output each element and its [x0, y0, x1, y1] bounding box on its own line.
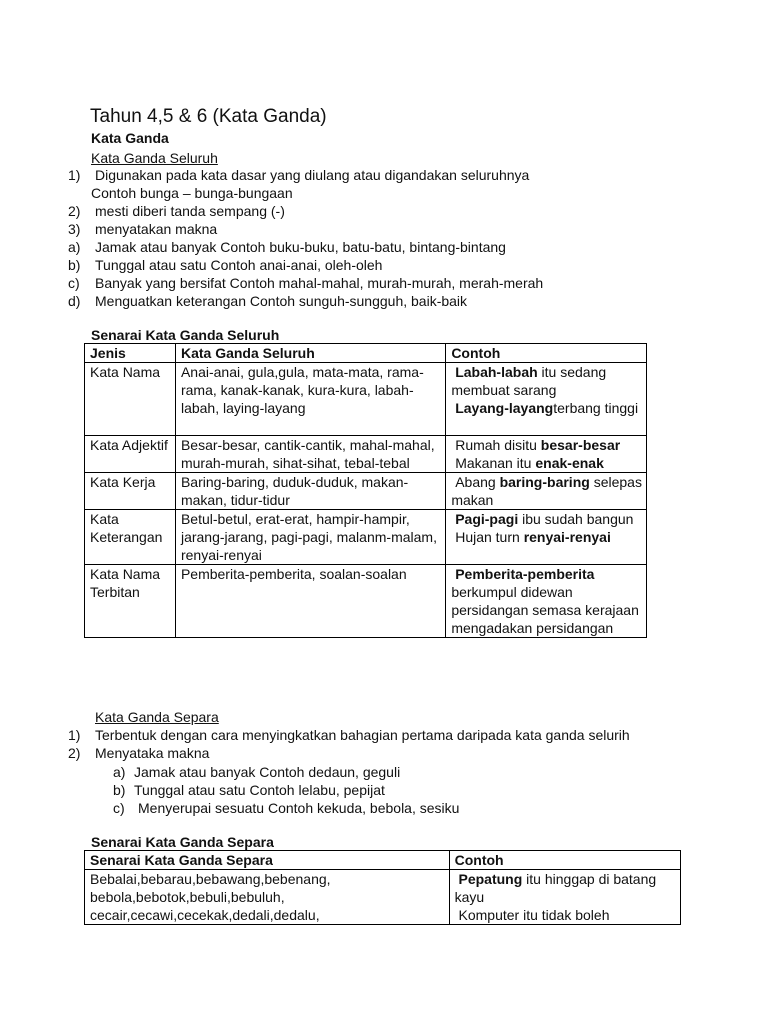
example-word: enak-enak — [535, 455, 604, 471]
contoh-cell — [449, 870, 680, 925]
example-text: Rumah disitu — [455, 437, 541, 453]
list-text: Tunggal atau satu Contoh anai-anai, oleh-oleh — [95, 257, 383, 273]
subheading-separa: Kata Ganda Separa — [95, 709, 219, 725]
list-item — [113, 763, 713, 781]
list-item — [113, 781, 713, 799]
list-item — [68, 238, 748, 256]
list-text: Jamak atau banyak Contoh buku-buku, batu-batu, bintang-bintang — [95, 239, 506, 255]
subheading-seluruh: Kata Ganda Seluruh — [91, 150, 218, 166]
table-row — [85, 363, 647, 436]
list-item — [68, 202, 748, 220]
table-row — [85, 870, 681, 925]
table-caption: Senarai Kata Ganda Seluruh — [91, 327, 280, 343]
column-header: Kata Ganda Seluruh — [175, 344, 445, 363]
list-marker: b) — [113, 782, 126, 798]
list-text: Banyak yang bersifat Contoh mahal-mahal, murah-murah, merah-merah — [95, 275, 544, 291]
example-text: Komputer itu tidak boleh — [458, 907, 610, 923]
example-word: Layang-layang — [455, 400, 554, 416]
example-text: ibu sudah bangun — [518, 511, 634, 527]
kata-ganda-seluruh-table — [84, 343, 647, 638]
list-marker: d) — [68, 293, 81, 309]
list-marker: 3) — [68, 221, 81, 237]
example-word: Pemberita-pemberita — [455, 566, 595, 582]
list-marker: c) — [68, 275, 80, 291]
list-text: Menyerupai sesuatu Contoh kekuda, bebola, sesiku — [138, 800, 460, 816]
jenis-cell: Kata Keterangan — [85, 510, 176, 565]
jenis-cell: Kata Kerja — [85, 473, 176, 510]
table-row — [85, 473, 647, 510]
jenis-cell: Kata Nama Terbitan — [85, 565, 176, 638]
example-word: renyai-renyai — [523, 529, 611, 545]
kata-ganda-cell: Baring-baring, duduk-duduk, makan-makan, tidur-tidur — [175, 473, 445, 510]
example-text: itu hinggap di batang kayu — [454, 871, 657, 905]
example-word: besar-besar — [540, 437, 621, 453]
section-heading: Kata Ganda — [91, 130, 169, 146]
example-text: Abang — [455, 474, 500, 490]
list-text: Jamak atau banyak Contoh dedaun, geguli — [134, 764, 401, 780]
senarai-cell: Bebalai,bebarau,bebawang,bebenang, bebola,bebotok,bebuli,bebuluh, cecair,cecawi,cecekak,dedali,dedalu, — [85, 870, 450, 925]
list-marker: a) — [113, 764, 126, 780]
contoh-cell — [446, 565, 647, 638]
example-text: terbang tinggi — [553, 400, 639, 416]
list-marker: 1) — [68, 167, 81, 183]
example-text: selepas makan — [451, 474, 642, 508]
list-item — [68, 744, 748, 762]
example-text: Makanan itu — [455, 455, 536, 471]
kata-ganda-separa-table — [84, 850, 681, 925]
list-marker: 2) — [68, 745, 81, 761]
table-row — [85, 565, 647, 638]
list-item — [68, 274, 748, 292]
list-marker: c) — [113, 800, 125, 816]
kata-ganda-cell: Pemberita-pemberita, soalan-soalan — [175, 565, 445, 638]
contoh-cell — [446, 473, 647, 510]
table-header-row — [85, 344, 647, 363]
list-item — [68, 292, 748, 310]
column-header: Contoh — [449, 851, 680, 870]
example-text: itu sedang membuat sarang — [451, 364, 607, 398]
table-row — [85, 436, 647, 473]
jenis-cell: Kata Nama — [85, 363, 176, 436]
table-caption: Senarai Kata Ganda Separa — [91, 834, 274, 850]
contoh-cell — [446, 363, 647, 436]
list-text: Terbentuk dengan cara menyingkatkan bahagian pertama daripada kata ganda selurih — [95, 727, 630, 743]
list-item — [68, 726, 758, 744]
list-text: Menyataka makna — [95, 745, 210, 761]
table-header-row — [85, 851, 681, 870]
kata-ganda-cell: Besar-besar, cantik-cantik, mahal-mahal, murah-murah, sihat-sihat, tebal-tebal — [175, 436, 445, 473]
list-text: Menguatkan keterangan Contoh sunguh-sungguh, baik-baik — [95, 293, 468, 309]
example-text: Hujan turn — [455, 529, 524, 545]
list-marker: b) — [68, 257, 81, 273]
page-title: Tahun 4,5 & 6 (Kata Ganda) — [90, 106, 327, 127]
example-word: Pepatung — [458, 871, 523, 887]
table-row — [85, 510, 647, 565]
contoh-cell — [446, 510, 647, 565]
list-item — [68, 220, 748, 238]
column-header: Senarai Kata Ganda Separa — [85, 851, 450, 870]
list-item — [113, 799, 713, 817]
list-text: Digunakan pada kata dasar yang diulang atau digandakan seluruhnya — [95, 167, 530, 183]
list-text: menyatakan makna — [95, 221, 218, 237]
kata-ganda-cell: Anai-anai, gula,gula, mata-mata, rama-rama, kanak-kanak, kura-kura, labah-labah, laying-layang — [175, 363, 445, 436]
list-text: mesti diberi tanda sempang (-) — [95, 203, 285, 219]
jenis-cell: Kata Adjektif — [85, 436, 176, 473]
example-word: baring-baring — [499, 474, 590, 490]
example-text: berkumpul didewan persidangan semasa kerajaan mengadakan persidangan — [451, 584, 639, 636]
list-item — [68, 256, 748, 274]
list-marker: 1) — [68, 727, 81, 743]
list-marker: a) — [68, 239, 81, 255]
column-header: Contoh — [446, 344, 647, 363]
list-marker: 2) — [68, 203, 81, 219]
list-item — [68, 166, 748, 184]
list-text: Tunggal atau satu Contoh lelabu, pepijat — [134, 782, 385, 798]
list-item: Contoh bunga – bunga-bungaan — [91, 185, 293, 201]
example-word: Pagi-pagi — [455, 511, 519, 527]
contoh-cell — [446, 436, 647, 473]
kata-ganda-cell: Betul-betul, erat-erat, hampir-hampir, jarang-jarang, pagi-pagi, malanm-malam, renyai-renyai — [175, 510, 445, 565]
column-header: Jenis — [85, 344, 176, 363]
example-word: Labah-labah — [455, 364, 538, 380]
